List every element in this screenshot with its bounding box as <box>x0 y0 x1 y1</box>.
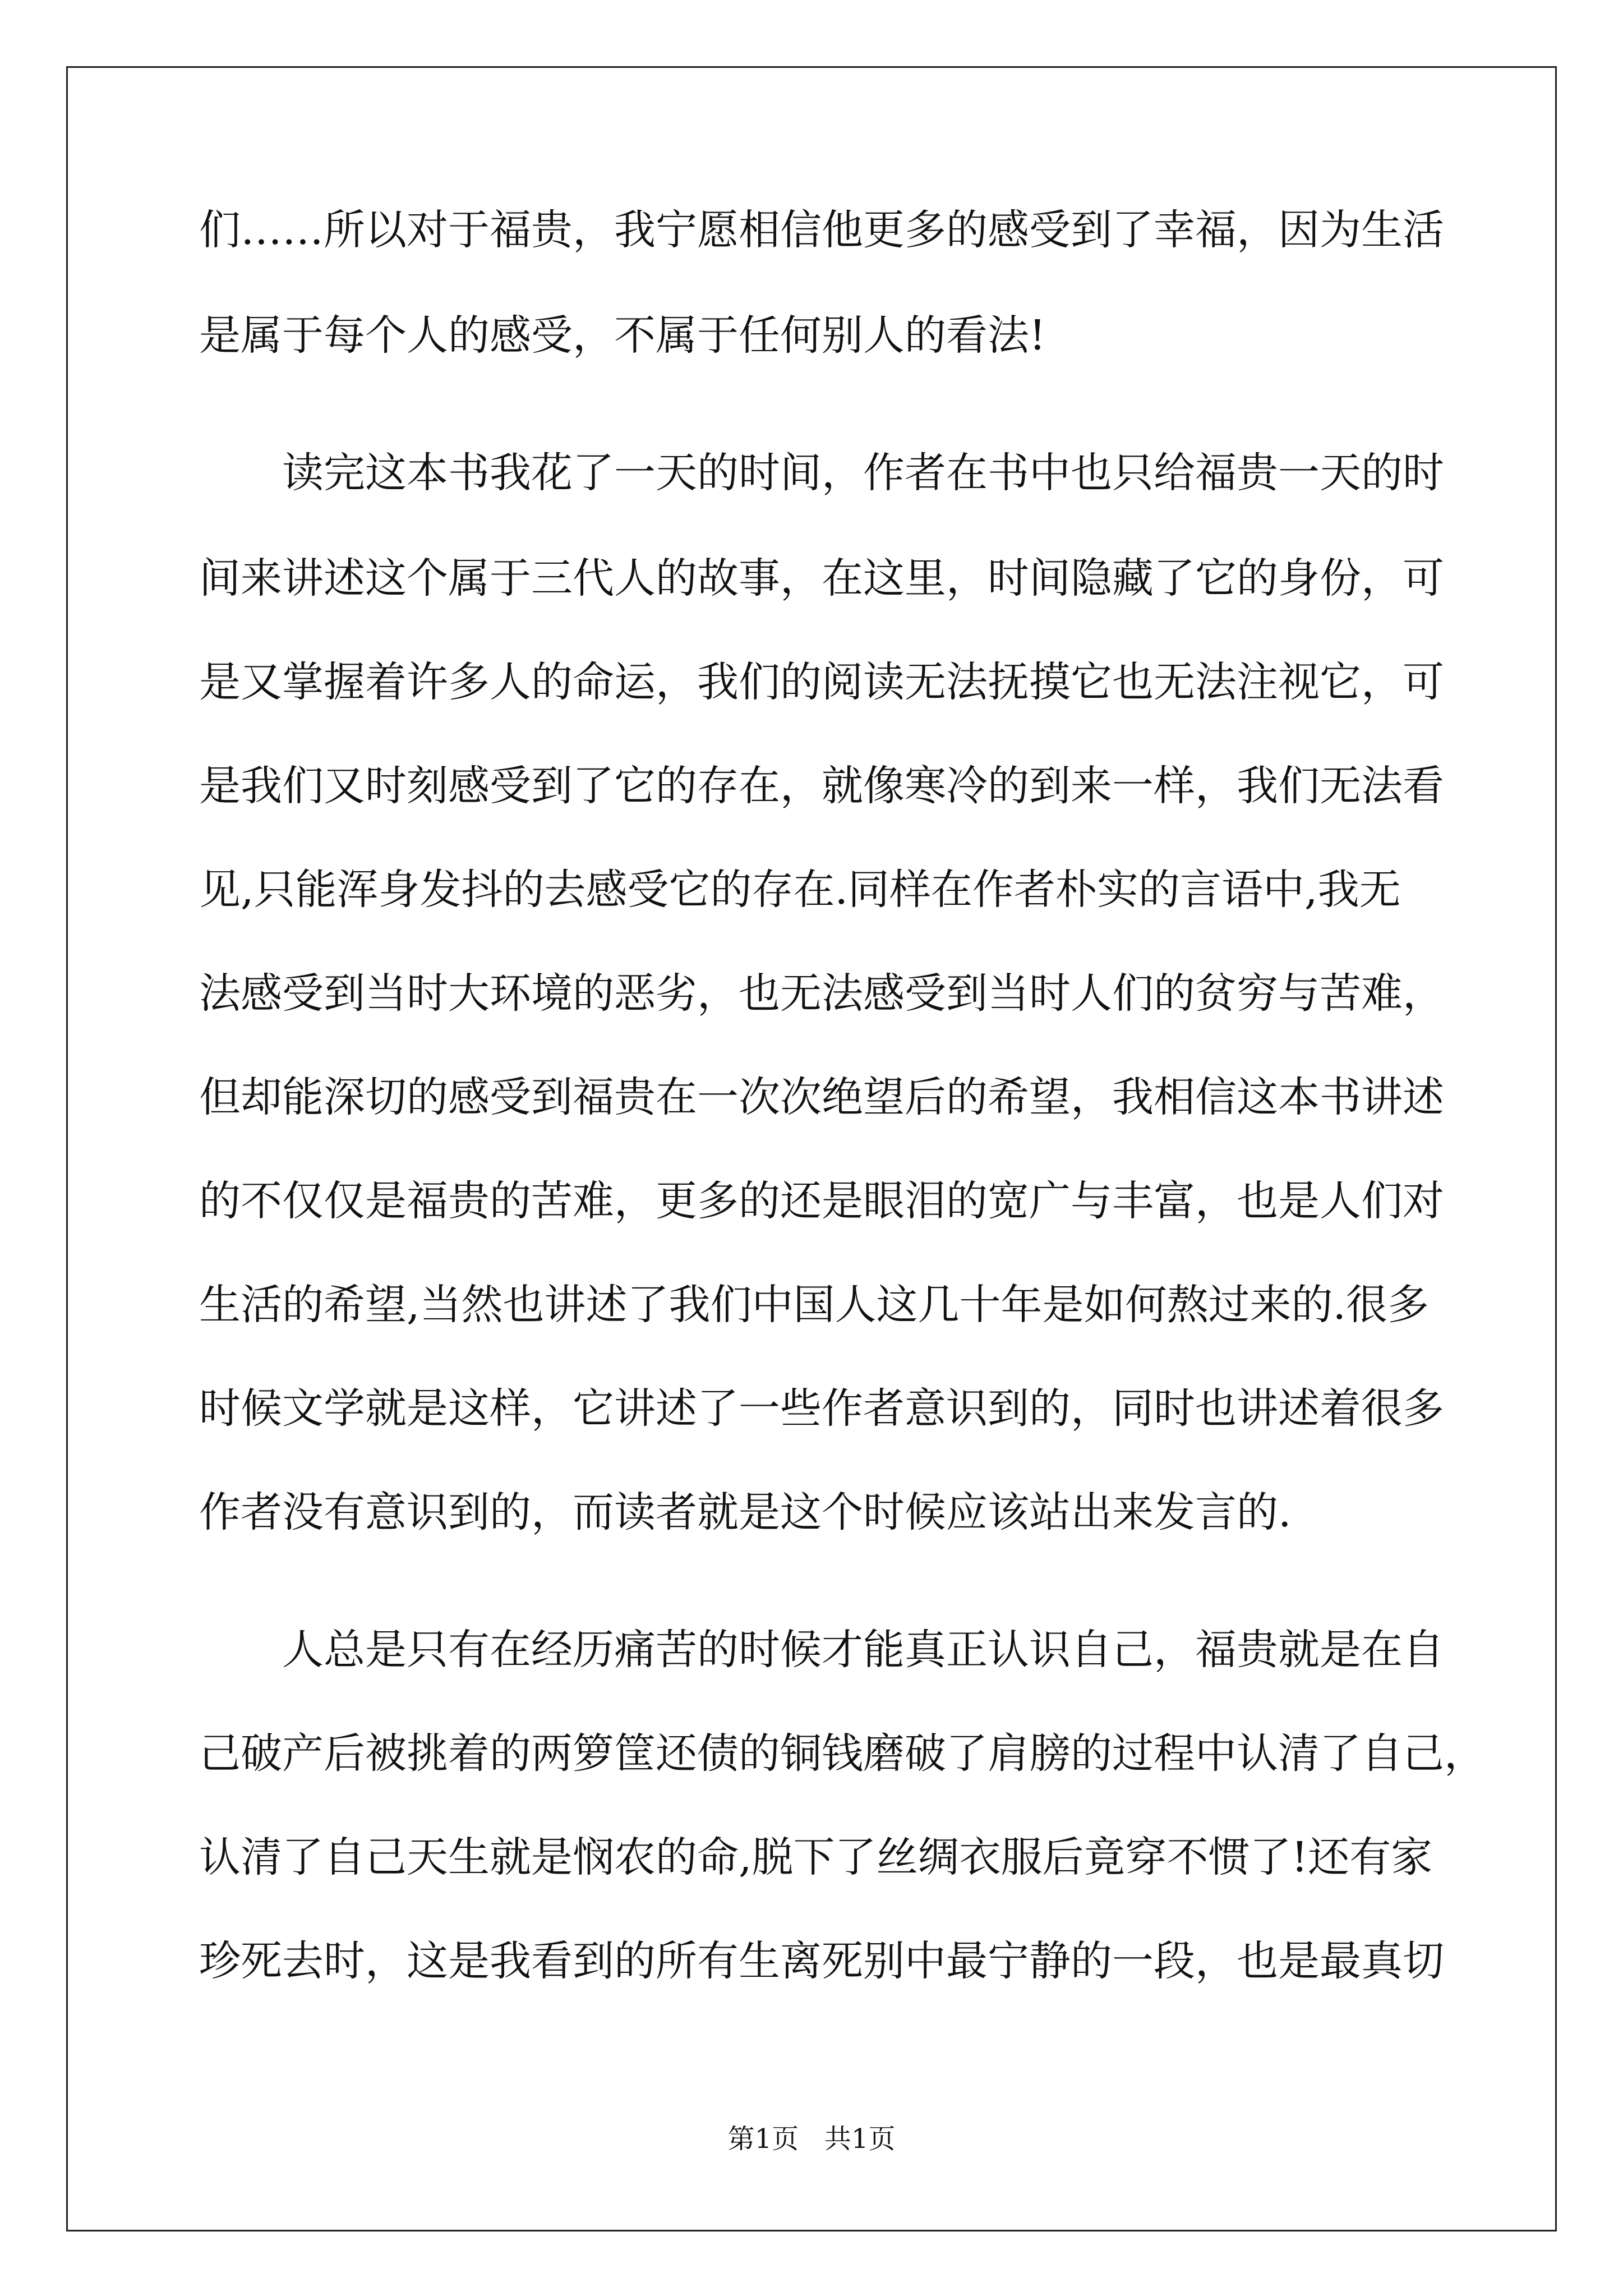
text-line-12: 时候文学就是这样，它讲述了一些作者意识到的，同时也讲述着很多 <box>199 1384 1444 1433</box>
text-line-14: 人总是只有在经历痛苦的时候才能真正认识自己，福贵就是在自 <box>282 1626 1444 1674</box>
page-border <box>66 66 1557 2231</box>
text-line-2: 是属于每个人的感受，不属于任何别人的看法! <box>199 311 1046 360</box>
text-line-1: 们……所以对于福贵，我宁愿相信他更多的感受到了幸福，因为生活 <box>199 206 1444 254</box>
text-line-9: 但却能深切的感受到福贵在一次次绝望后的希望，我相信这本书讲述 <box>199 1073 1444 1121</box>
text-line-8: 法感受到当时大环境的恶劣，也无法感受到当时人们的贫穷与苦难， <box>199 969 1444 1018</box>
text-line-7: 见,只能浑身发抖的去感受它的存在.同样在作者朴实的言语中,我无 <box>199 866 1401 914</box>
page-number: 第1页 共1页 <box>727 2123 896 2155</box>
text-line-5: 是又掌握着许多人的命运，我们的阅读无法抚摸它也无法注视它，可 <box>199 658 1444 706</box>
text-line-10: 的不仅仅是福贵的苦难，更多的还是眼泪的宽广与丰富，也是人们对 <box>199 1177 1444 1225</box>
text-line-15: 己破产后被挑着的两箩筐还债的铜钱磨破了肩膀的过程中认清了自己， <box>199 1729 1486 1778</box>
text-line-4: 间来讲述这个属于三代人的故事，在这里，时间隐藏了它的身份，可 <box>199 554 1444 602</box>
text-line-17: 珍死去时，这是我看到的所有生离死别中最宁静的一段，也是最真切 <box>199 1937 1444 1985</box>
text-line-6: 是我们又时刻感受到了它的存在，就像寒冷的到来一样，我们无法看 <box>199 762 1444 810</box>
text-line-3: 读完这本书我花了一天的时间，作者在书中也只给福贵一天的时 <box>282 449 1444 497</box>
text-line-11: 生活的希望,当然也讲述了我们中国人这几十年是如何熬过来的.很多 <box>199 1281 1430 1329</box>
text-line-16: 认清了自己天生就是悯农的命,脱下了丝绸衣服后竟穿不惯了!还有家 <box>199 1833 1433 1881</box>
text-line-13: 作者没有意识到的，而读者就是这个时候应该站出来发言的. <box>199 1488 1292 1536</box>
